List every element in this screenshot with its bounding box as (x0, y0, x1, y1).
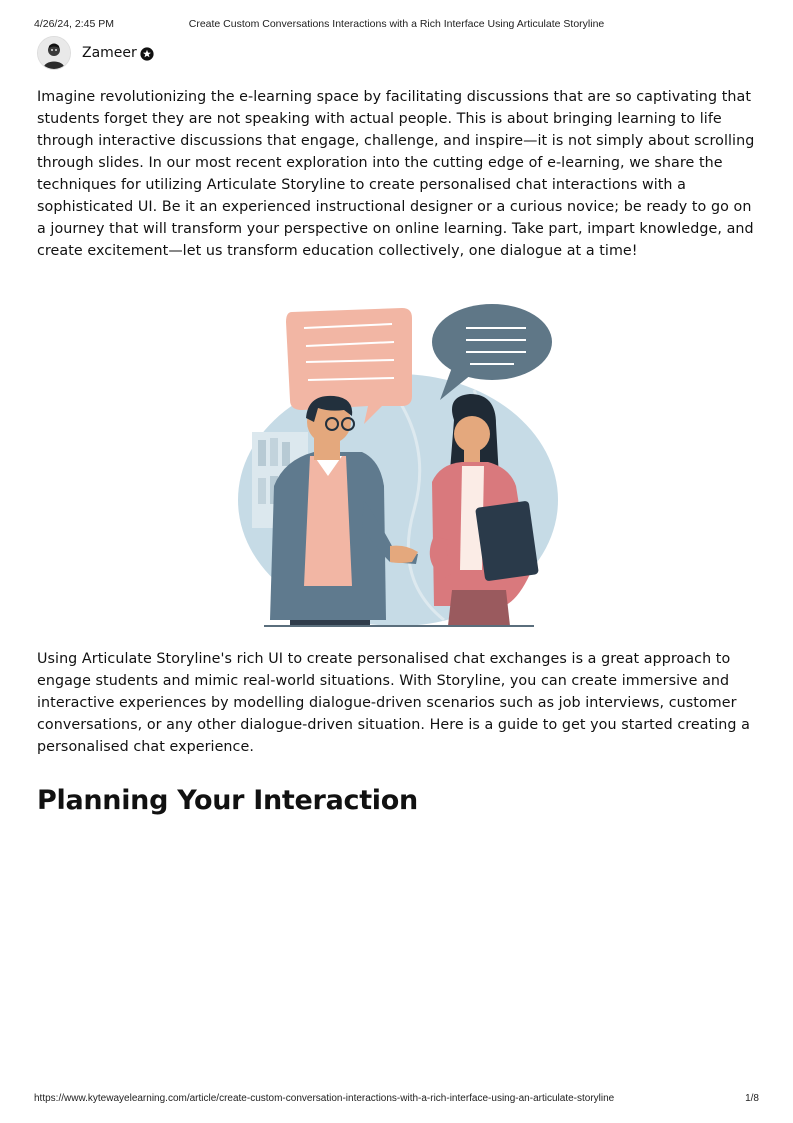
conversation-illustration (234, 300, 558, 630)
intro-paragraph: Imagine revolutionizing the e-learning space by facilitating discussions that are so captivating that students forget they are not speaking with actual people. This is about bringing learning to life through interactive discussions that engage, challenge, and inspire—it is not simply about scrolling through slides. In our most recent exploration into the cutting edge of e-learning, we share the techniques for utilizing Articulate Storyline to create personalised chat interactions with a sophisticated UI. Be it an experienced instructional designer or a curious novice; be ready to go on a journey that will transform your perspective on online learning. Take part, impart knowledge, and create excitement—let us transform education collectively, one dialogue at a time! (37, 89, 755, 259)
author-name[interactable]: Zameer (82, 45, 137, 61)
print-page-title: Create Custom Conversations Interactions with a Rich Interface Using Articulate Storyline (188, 18, 605, 30)
author-row (37, 36, 154, 70)
print-page-number: 1/8 (745, 1093, 759, 1104)
print-source-url: https://www.kytewayelearning.com/article/create-custom-conversation-interactions-with-a-rich-interface-using-an-articulate-storyline (34, 1093, 615, 1104)
author-avatar[interactable] (37, 36, 71, 70)
body-paragraph: Using Articulate Storyline's rich UI to create personalised chat exchanges is a great approach to engage students and mimic real-world situations. With Storyline, you can create immersive and interactive experiences by modelling dialogue-driven scenarios such as job interviews, customer conversations, or any other dialogue-driven situation. Here is a guide to get you started creating a personalised chat experience. (37, 651, 750, 755)
section-heading: Planning Your Interaction (37, 785, 418, 816)
verified-badge-icon (140, 46, 154, 60)
print-datetime: 4/26/24, 2:45 PM (34, 18, 114, 30)
